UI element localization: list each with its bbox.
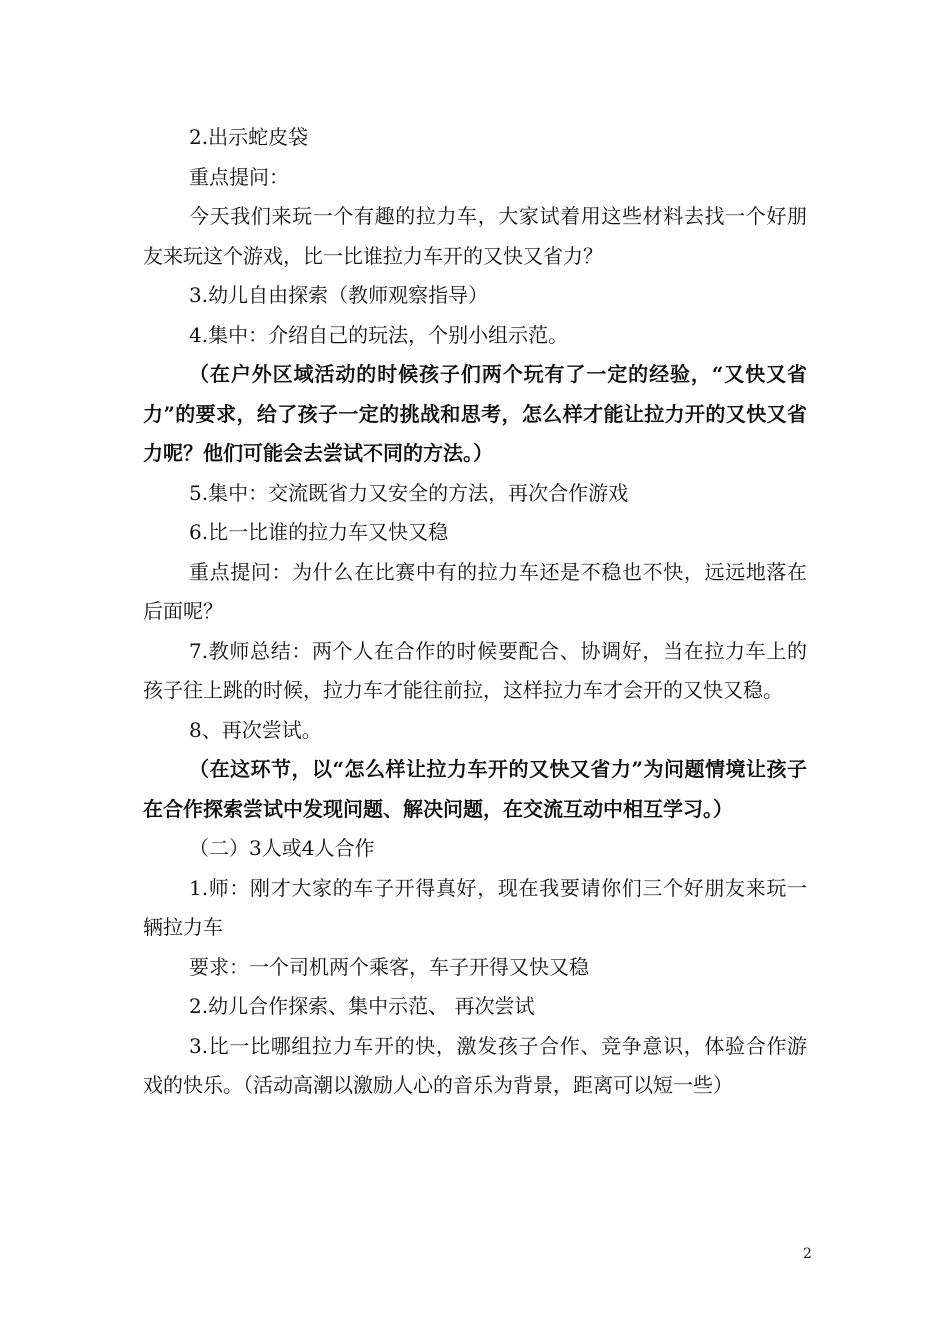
- paragraph: 4.集中：介绍自己的玩法，个别小组示范。: [189, 322, 569, 347]
- paragraph: 3.比一比哪组拉力车开的快，激发孩子合作、竞争意识，体验合作游戏的快乐。（活动高潮以激励人心的音乐为背景，距离可以短一些）: [143, 1033, 807, 1097]
- paragraph: 2.幼儿合作探索、集中示范、 再次尝试: [189, 994, 535, 1018]
- paragraph: 3.幼儿自由探索（教师观察指导）: [189, 283, 489, 307]
- paragraph: 今天我们来玩一个有趣的拉力车，大家试着用这些材料去找一个好朋友来玩这个游戏，比一比谁拉力车开的又快又省力？: [143, 204, 807, 268]
- paragraph: 6.比一比谁的拉力车又快又稳: [189, 520, 449, 544]
- paragraph: 1.师：刚才大家的车子开得真好，现在我要请你们三个好朋友来玩一辆拉力车: [143, 875, 807, 939]
- paragraph: 要求：一个司机两个乘客，车子开得又快又稳: [189, 954, 589, 979]
- paragraph: 重点提问：为什么在比赛中有的拉力车还是不稳也不快，远远地落在后面呢？: [143, 559, 807, 623]
- paragraph: 7.教师总结：两个人在合作的时候要配合、协调好，当在拉力车上的孩子往上跳的时候，拉力车才能往前拉，这样拉力车才会开的又快又稳。: [143, 638, 807, 702]
- paragraph: 重点提问：: [189, 164, 289, 189]
- paragraph: 8、再次尝试。: [189, 717, 322, 742]
- bold-commentary-paragraph: （在户外区域活动的时候孩子们两个玩有了一定的经验，“又快又省力”的要求，给了孩子一定的挑战和思考，怎么样才能让拉力开的又快又省力呢？他们可能会去尝试不同的方法。）: [143, 362, 807, 465]
- section-heading: （二）3人或4人合作: [189, 836, 375, 860]
- bold-commentary-paragraph: （在这环节，以“怎么样让拉力车开的又快又省力”为问题情境让孩子在合作探索尝试中发现问题、解决问题，在交流互动中相互学习。）: [143, 757, 807, 821]
- document-body: [143, 118, 807, 1106]
- paragraph: 5.集中：交流既省力又安全的方法，再次合作游戏: [189, 480, 629, 505]
- page-number: 2: [803, 1246, 812, 1262]
- paragraph: 2.出示蛇皮袋: [189, 125, 309, 149]
